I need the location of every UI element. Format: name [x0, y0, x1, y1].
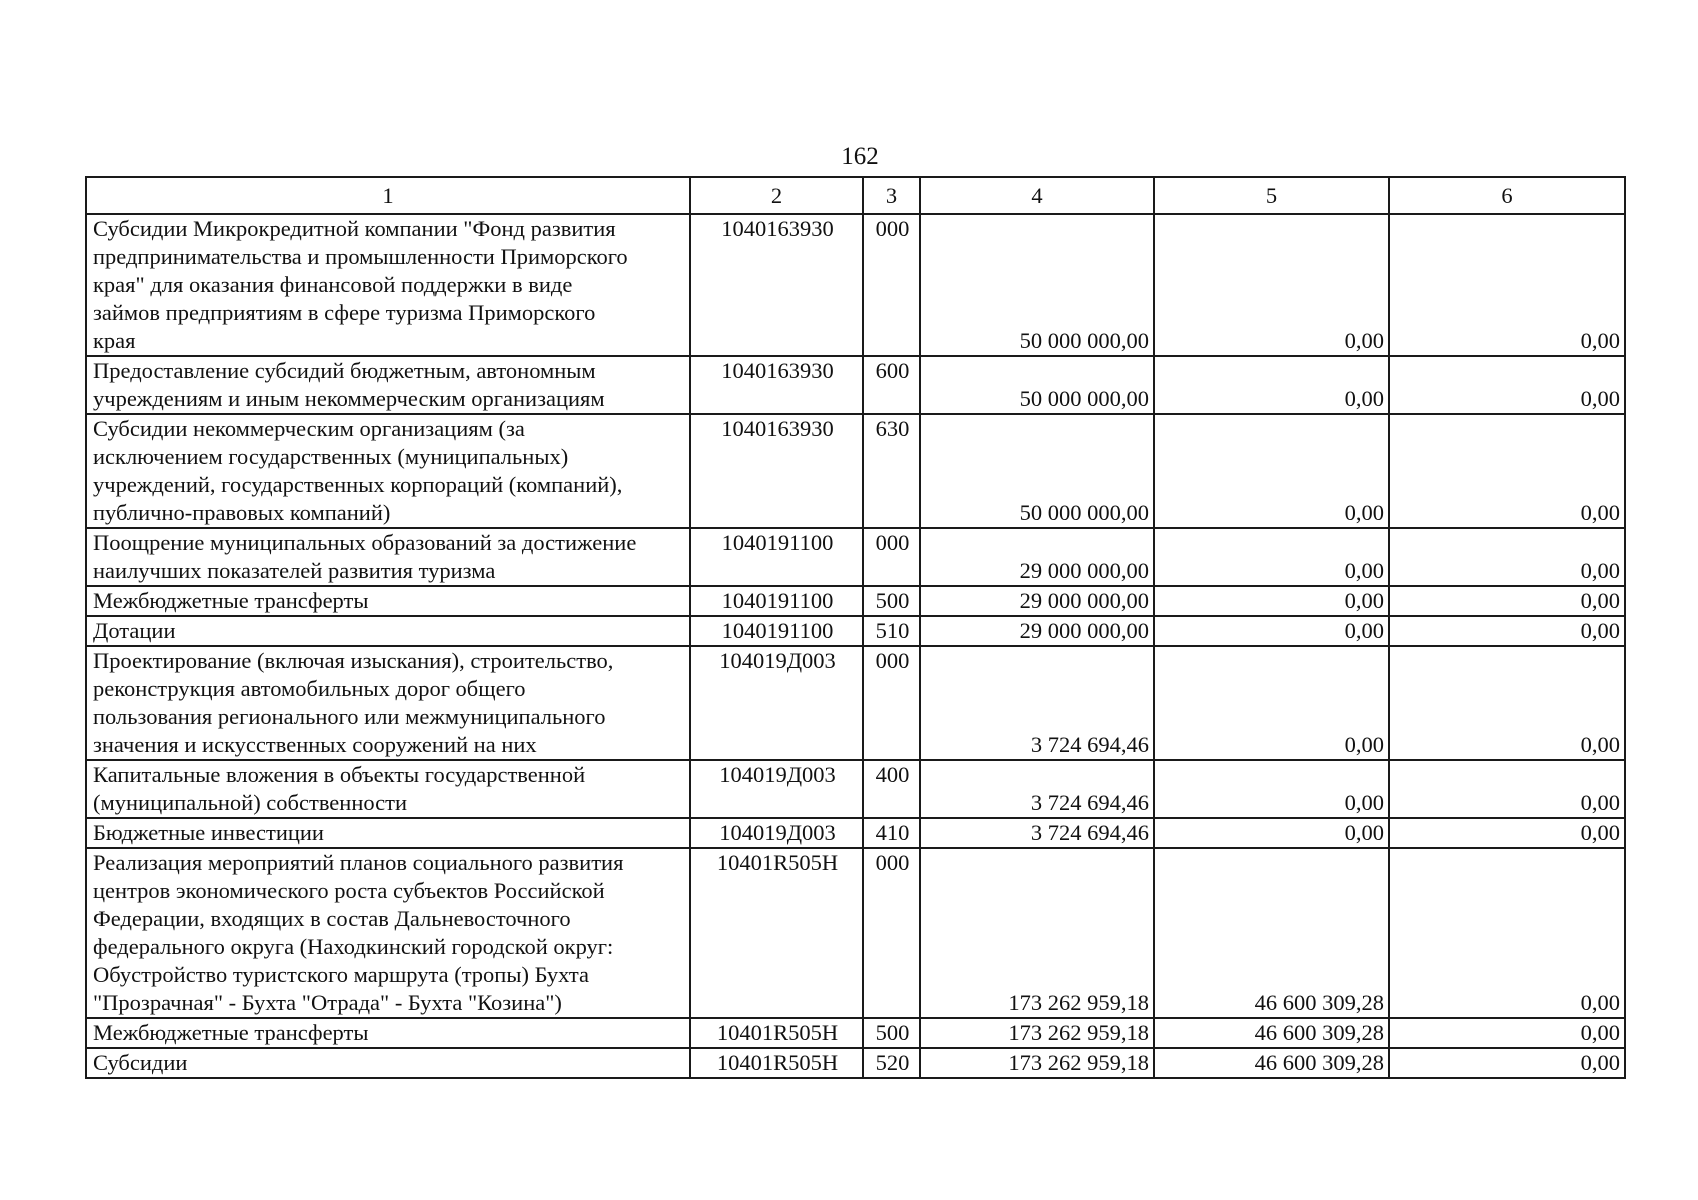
target-article-code-cell: 1040163930 [690, 414, 863, 528]
row-name-cell [86, 1018, 690, 1048]
expense-type-code-cell: 410 [863, 818, 920, 848]
amount-col4-cell: 3 724 694,46 [920, 760, 1154, 818]
expense-type-code-cell: 500 [863, 1018, 920, 1048]
expense-type-code-cell: 600 [863, 356, 920, 414]
row-name-line: Субсидии Микрокредитной компании "Фонд развития [93, 216, 616, 241]
column-header-1: 1 [86, 177, 690, 214]
amount-col4-cell: 29 000 000,00 [920, 528, 1154, 586]
target-article-code-cell: 10401R505H [690, 1018, 863, 1048]
table-row [86, 528, 1625, 586]
amount-col5-cell: 0,00 [1154, 646, 1389, 760]
target-article-code-cell: 10401R505H [690, 1048, 863, 1078]
amount-col6-cell: 0,00 [1389, 616, 1625, 646]
expense-type-code-cell: 000 [863, 848, 920, 1018]
amount-col5-cell: 46 600 309,28 [1154, 1048, 1389, 1078]
row-name-line: центров экономического роста субъектов Российской [93, 878, 605, 903]
expense-type-code-cell: 630 [863, 414, 920, 528]
row-name-cell [86, 848, 690, 1018]
amount-col6-cell: 0,00 [1389, 818, 1625, 848]
row-name-line: учреждениям и иным некоммерческим организациям [93, 386, 605, 411]
row-name-line: Проектирование (включая изыскания), строительство, [93, 648, 614, 673]
row-name-line: значения и искусственных сооружений на них [93, 732, 537, 757]
table-row [86, 616, 1625, 646]
row-name-line: Обустройство туристского маршрута (тропы) Бухта [93, 962, 589, 987]
row-name-line: Межбюджетные трансферты [93, 1020, 369, 1045]
row-name-cell [86, 616, 690, 646]
amount-col4-cell: 50 000 000,00 [920, 356, 1154, 414]
row-name-line: (муниципальной) собственности [93, 790, 408, 815]
row-name-cell [86, 528, 690, 586]
row-name-line: реконструкция автомобильных дорог общего [93, 676, 526, 701]
amount-col6-cell: 0,00 [1389, 414, 1625, 528]
target-article-code-cell: 1040191100 [690, 616, 863, 646]
amount-col6-cell: 0,00 [1389, 356, 1625, 414]
row-name-cell [86, 646, 690, 760]
amount-col5-cell: 0,00 [1154, 818, 1389, 848]
row-name-line: наилучших показателей развития туризма [93, 558, 496, 583]
table-row [86, 414, 1625, 528]
amount-col4-cell: 173 262 959,18 [920, 1018, 1154, 1048]
row-name-cell [86, 818, 690, 848]
row-name-line: края" для оказания финансовой поддержки в виде [93, 272, 573, 297]
row-name-line: края [93, 328, 136, 353]
row-name-line: Капитальные вложения в объекты государственной [93, 762, 586, 787]
table-row [86, 760, 1625, 818]
row-name-line: займов предприятиям в сфере туризма Приморского [93, 300, 596, 325]
row-name-line: Бюджетные инвестиции [93, 820, 324, 845]
amount-col6-cell: 0,00 [1389, 214, 1625, 356]
amount-col4-cell: 173 262 959,18 [920, 848, 1154, 1018]
table-row [86, 1048, 1625, 1078]
expense-type-code-cell: 000 [863, 646, 920, 760]
row-name-line: пользования регионального или межмуниципального [93, 704, 606, 729]
table-header-row [86, 177, 1625, 214]
target-article-code-cell: 104019Д003 [690, 760, 863, 818]
column-header-2: 2 [690, 177, 863, 214]
row-name-cell [86, 356, 690, 414]
column-header-3: 3 [863, 177, 920, 214]
row-name-line: Предоставление субсидий бюджетным, автономным [93, 358, 596, 383]
row-name-cell [86, 414, 690, 528]
row-name-line: учреждений, государственных корпораций (компаний), [93, 472, 623, 497]
table-row [86, 214, 1625, 356]
amount-col5-cell: 0,00 [1154, 414, 1389, 528]
row-name-cell [86, 760, 690, 818]
amount-col4-cell: 50 000 000,00 [920, 414, 1154, 528]
row-name-cell [86, 586, 690, 616]
table-row [86, 848, 1625, 1018]
row-name-line: исключением государственных (муниципальных) [93, 444, 569, 469]
row-name-line: Поощрение муниципальных образований за достижение [93, 530, 637, 555]
table-row [86, 646, 1625, 760]
column-header-4: 4 [920, 177, 1154, 214]
expense-type-code-cell: 400 [863, 760, 920, 818]
amount-col6-cell: 0,00 [1389, 760, 1625, 818]
column-header-5: 5 [1154, 177, 1389, 214]
expense-type-code-cell: 510 [863, 616, 920, 646]
row-name-line: "Прозрачная" - Бухта "Отрада" - Бухта "Козина") [93, 990, 562, 1015]
row-name-line: Субсидии [93, 1050, 188, 1075]
column-header-6: 6 [1389, 177, 1625, 214]
row-name-cell [86, 1048, 690, 1078]
target-article-code-cell: 10401R505H [690, 848, 863, 1018]
row-name-line: Субсидии некоммерческим организациям (за [93, 416, 525, 441]
row-name-cell [86, 214, 690, 356]
amount-col4-cell: 50 000 000,00 [920, 214, 1154, 356]
row-name-line: Федерации, входящих в состав Дальневосточного [93, 906, 571, 931]
amount-col6-cell: 0,00 [1389, 848, 1625, 1018]
table-row [86, 1018, 1625, 1048]
budget-table [85, 176, 1626, 1079]
target-article-code-cell: 104019Д003 [690, 646, 863, 760]
amount-col6-cell: 0,00 [1389, 646, 1625, 760]
amount-col5-cell: 46 600 309,28 [1154, 1018, 1389, 1048]
amount-col6-cell: 0,00 [1389, 1018, 1625, 1048]
amount-col6-cell: 0,00 [1389, 586, 1625, 616]
target-article-code-cell: 1040191100 [690, 528, 863, 586]
page-number: 162 [841, 143, 879, 170]
amount-col4-cell: 3 724 694,46 [920, 646, 1154, 760]
amount-col5-cell: 0,00 [1154, 356, 1389, 414]
row-name-line: федерального округа (Находкинский городской округ: [93, 934, 614, 959]
amount-col4-cell: 29 000 000,00 [920, 586, 1154, 616]
target-article-code-cell: 1040163930 [690, 356, 863, 414]
table-row [86, 818, 1625, 848]
expense-type-code-cell: 500 [863, 586, 920, 616]
target-article-code-cell: 104019Д003 [690, 818, 863, 848]
amount-col6-cell: 0,00 [1389, 1048, 1625, 1078]
target-article-code-cell: 1040163930 [690, 214, 863, 356]
amount-col6-cell: 0,00 [1389, 528, 1625, 586]
expense-type-code-cell: 520 [863, 1048, 920, 1078]
amount-col4-cell: 3 724 694,46 [920, 818, 1154, 848]
amount-col4-cell: 173 262 959,18 [920, 1048, 1154, 1078]
row-name-line: предпринимательства и промышленности Приморского [93, 244, 628, 269]
amount-col5-cell: 46 600 309,28 [1154, 848, 1389, 1018]
row-name-line: Реализация мероприятий планов социального развития [93, 850, 624, 875]
table-row [86, 356, 1625, 414]
amount-col5-cell: 0,00 [1154, 586, 1389, 616]
expense-type-code-cell: 000 [863, 214, 920, 356]
row-name-line: Межбюджетные трансферты [93, 588, 369, 613]
row-name-line: публично-правовых компаний) [93, 500, 391, 525]
table-body [86, 177, 1625, 1078]
amount-col5-cell: 0,00 [1154, 760, 1389, 818]
amount-col4-cell: 29 000 000,00 [920, 616, 1154, 646]
row-name-line: Дотации [93, 618, 176, 643]
expense-type-code-cell: 000 [863, 528, 920, 586]
target-article-code-cell: 1040191100 [690, 586, 863, 616]
amount-col5-cell: 0,00 [1154, 528, 1389, 586]
table-row [86, 586, 1625, 616]
amount-col5-cell: 0,00 [1154, 616, 1389, 646]
amount-col5-cell: 0,00 [1154, 214, 1389, 356]
